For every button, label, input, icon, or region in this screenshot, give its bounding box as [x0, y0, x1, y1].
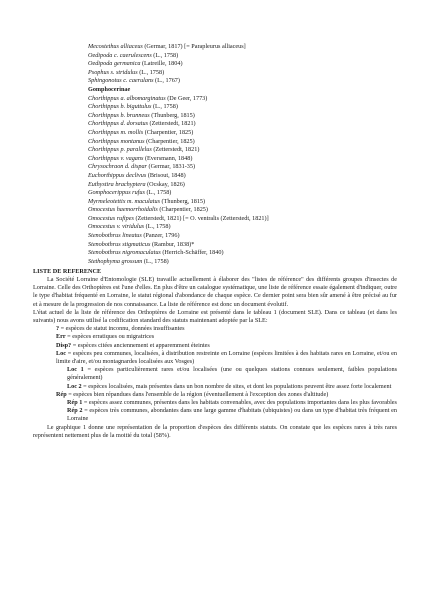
species-name: Psophus s. stridulus [88, 68, 138, 76]
status-code-description: = espèces localisées, mais présentes dans un bon nombre de sites, et dont les populations peuvent être assez forte localement [83, 382, 392, 390]
species-name: Stenobothrus lineatus [88, 232, 142, 240]
status-code-description: = espèces assez communes, présentes dans les habitats convenables, avec des populations importantes dans les plus favorables [83, 399, 397, 407]
species-name: Stethophyma grossum [88, 257, 143, 265]
status-code-row [33, 383, 397, 391]
species-entry [88, 120, 418, 129]
species-author: (De Geer, 1773) [167, 94, 208, 102]
species-entry [88, 241, 418, 250]
species-entry [88, 215, 418, 224]
species-author: (Brisout, 1848) [147, 171, 186, 179]
species-name: Chorthippus v. vagans [88, 154, 144, 162]
species-entry [88, 155, 418, 164]
species-name: Sphingonotus c. caerulans [88, 77, 154, 85]
status-code-row [33, 391, 397, 399]
status-code-row [33, 366, 397, 382]
species-list [88, 43, 418, 266]
species-author: (L., 1758) [153, 51, 179, 59]
species-author: (Ocskay, 1826) [147, 180, 185, 188]
status-code: Err [56, 333, 66, 341]
species-name: Chorthippus b. brunneus [88, 111, 150, 119]
species-author: (Rambur, 1838)* [151, 240, 195, 248]
species-author: (Latreille, 1804) [141, 60, 183, 68]
status-code: ? [56, 325, 60, 333]
species-entry [88, 258, 418, 267]
status-code-row [33, 342, 397, 350]
species-name: Mecostethus alliaceus [88, 43, 143, 50]
species-entry [88, 95, 418, 104]
status-code: Rép 1 [67, 399, 83, 407]
species-name: Omocestus v. viridulus [88, 223, 145, 231]
status-code-row [33, 407, 397, 423]
species-entry [88, 198, 418, 207]
species-entry [88, 112, 418, 121]
status-code-description: = espèces erratiques ou migratrices [67, 333, 155, 341]
species-name: Oedipoda c. caerulescens [88, 51, 152, 59]
species-entry [88, 103, 418, 112]
species-author: (Zetterstedt, 1821) [149, 120, 196, 128]
species-entry [88, 223, 418, 232]
species-name: Chorthippus d. dorsatus [88, 120, 148, 128]
species-author: (Thunberg, 1815) [151, 111, 195, 119]
species-name: Myrmeleotettix m. maculatus [88, 197, 160, 205]
species-author: (Germar, 1831-35) [148, 163, 195, 171]
status-code: Disp? [56, 341, 72, 349]
species-name: Chorthippus a. albomarginatus [88, 94, 166, 102]
species-author: (Thunberg, 1815) [161, 197, 206, 205]
species-author: (L., 1767) [155, 77, 180, 85]
status-code-row [33, 350, 397, 366]
species-entry [88, 129, 418, 138]
species-name: Chrysochraon d. dispar [88, 163, 147, 171]
species-name: Gomphocerippus rufus [88, 189, 145, 197]
species-author: (Zetterstedt, 1821) [= O. ventralis (Zetterstedt, 1821)] [135, 214, 269, 222]
species-entry [88, 232, 418, 241]
species-entry [88, 69, 418, 78]
species-entry [88, 77, 418, 86]
reference-graph-paragraph: Le graphique 1 donne une représentation de la proportion d'espèces des différents statuts. On constate que les espèces rares à très rares représentent nettement plus de la moitié du total (58%). [33, 423, 397, 439]
status-code: Rép [56, 390, 67, 398]
species-name: Stenobothrus nigromaculatus [88, 249, 161, 257]
status-code-description: = espèces très communes, abondantes dans une large gamme d'habitats (ubiquistes) ou dans un type d'habitat très fréquent en Lorraine [67, 407, 398, 423]
status-code-row [33, 325, 397, 333]
species-name: Omocestus haemorrhoidalis [88, 206, 158, 214]
status-code: Loc [56, 349, 66, 357]
species-author: (L., 1758) [145, 223, 171, 231]
species-name: Chorthippus m. mollis [88, 128, 144, 136]
species-author: (Panzer, 1796) [143, 232, 180, 240]
reference-status-paragraph: L'état actuel de la liste de référence des Orthoptères de Lorraine est présenté dans le tableau 1 (document SLE). Dans ce tableau (et dans les suivants) nous avons utilisé la codification standard des statuts maintenant adoptée par la SLE: [33, 308, 397, 325]
status-code: Loc 2 [67, 382, 82, 390]
status-code-row [33, 333, 397, 341]
species-entry [88, 172, 418, 181]
status-code: Rép 2 [67, 407, 83, 415]
species-author: (Charpentier, 1825) [144, 128, 194, 136]
reference-intro-paragraph: La Société Lorraine d'Entomologie (SLE) travaille actuellement à élaborer des "listes de référence" des différents groupes d'insectes de Lorraine. Celle des Orthoptères est l'une d'elles. En plus d'être un catalogue systématique, une liste de référence essaie également d'indiquer, outre le type d'habitat fréquenté en Lorraine, le statut régional d'abondance de chaque espèce. Ce dernier point sera bien sûr amené à être précisé au fur et à mesure de la progression de nos connaissance. La liste de référence est donc un document évolutif. [33, 276, 397, 308]
species-name: Stenobothrus stigmaticus [88, 240, 151, 248]
subfamily-heading: Gomphocerinae [88, 85, 131, 93]
species-author: (L., 1758) [146, 189, 172, 197]
species-author: (Zetterstedt, 1821) [153, 146, 200, 154]
species-name: Euchorthippus declivus [88, 171, 147, 179]
reference-section [33, 267, 397, 440]
species-entry [88, 189, 418, 198]
status-code-row [33, 399, 397, 407]
species-entry [88, 206, 418, 215]
species-author: (Germar, 1817) [= Parapleurus alliaceus] [144, 43, 246, 50]
species-name: Chorthippus b. biguttulus [88, 103, 152, 111]
status-code: Loc 1 [67, 366, 84, 374]
species-entry [88, 181, 418, 190]
status-code-description: = espèces bien répandues dans l'ensemble de la région (éventuellement à l'exception des zones d'altitude) [68, 390, 329, 398]
species-entry [88, 249, 418, 258]
species-author: (Eversmann, 1848) [144, 154, 193, 162]
species-author: (Charpentier, 1825) [146, 137, 195, 145]
species-name: Chorthippus montanus [88, 137, 145, 145]
species-author: (L., 1758) [152, 103, 178, 111]
species-author: (L., 1758) [143, 257, 169, 265]
status-code-description: = espèces peu communes, localisées, à distribution restreinte en Lorraine (espèces limitées à des habitats rares en Lorraine, et/ou en limite d'aire, et/ou montagnardes localisées aux Vosges) [56, 349, 397, 366]
species-entry [88, 163, 418, 172]
species-entry [88, 146, 418, 155]
status-code-description: = espèces particulièrement rares et/ou localisées (une ou quelques stations connues seulement, faibles populations généralement) [67, 366, 398, 382]
status-code-description: = espèces de statut inconnu, données insuffisantes [60, 325, 185, 333]
species-entry [88, 43, 418, 52]
species-name: Omocestus rufipes [88, 214, 134, 222]
reference-title: LISTE DE REFERENCE [33, 268, 102, 275]
species-author: (L., 1758) [139, 68, 165, 76]
status-code-description: = espèces citées anciennement et apparemment éteintes [72, 341, 210, 349]
species-name: Euthystira brachyptera [88, 180, 146, 188]
species-entry [88, 138, 418, 147]
status-code-list [33, 325, 397, 423]
species-author: (Charpentier, 1825) [159, 206, 208, 214]
species-name: Oedipoda germanica [88, 60, 141, 68]
species-author: (Herrich-Schäffer, 1840) [162, 249, 224, 257]
species-name: Chorthippus p. parallelus [88, 146, 152, 154]
species-entry [88, 60, 418, 69]
species-entry [88, 52, 418, 61]
